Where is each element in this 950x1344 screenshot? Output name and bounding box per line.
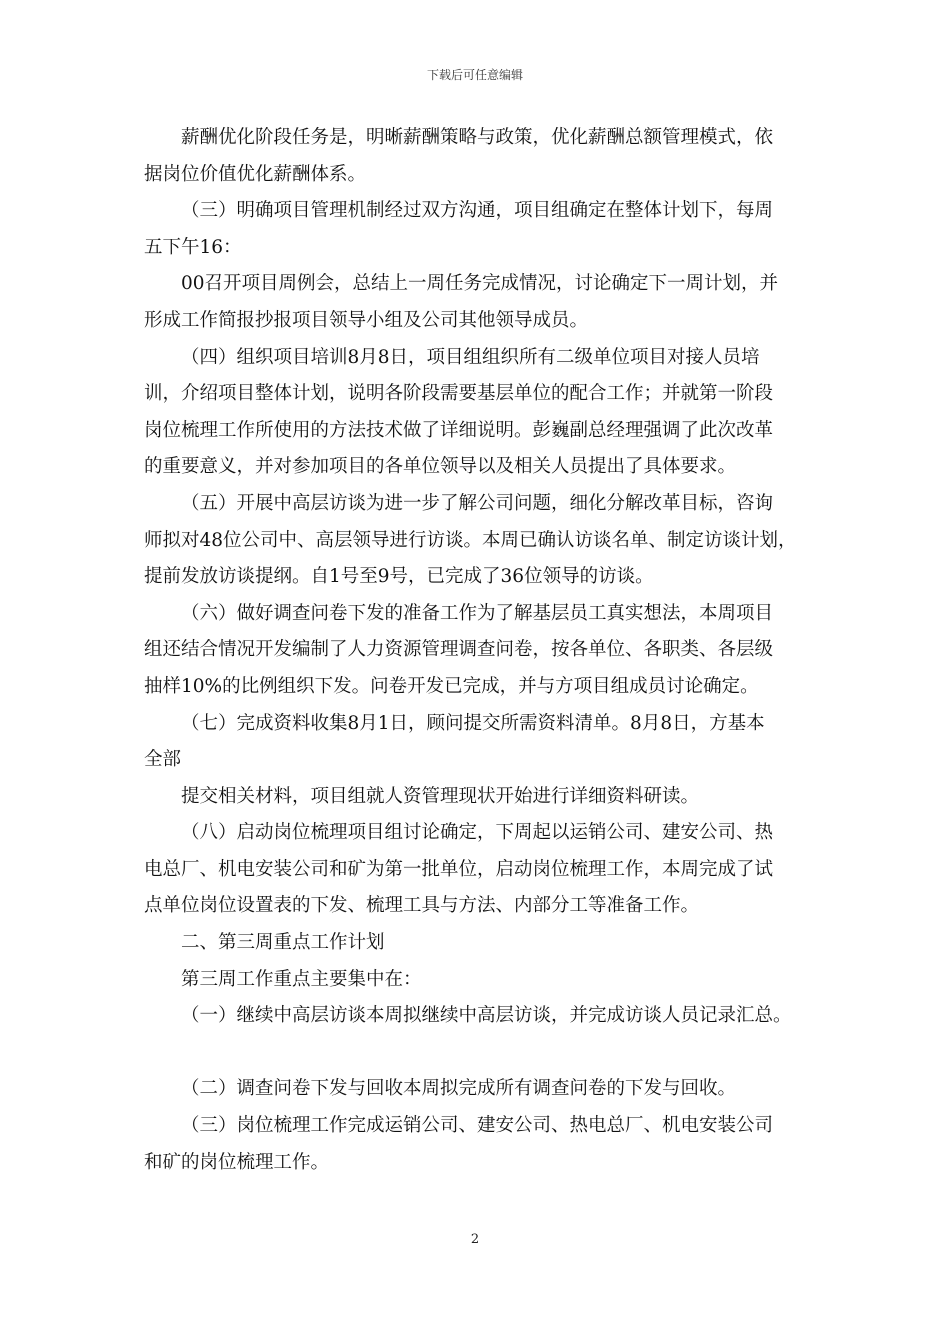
page-header: 下载后可任意编辑 — [426, 68, 523, 82]
text-line: 二、第三周重点工作计划 — [181, 932, 385, 954]
text-line: （二）调查问卷下发与回收本周拟完成所有调查问卷的下发与回收。 — [181, 1078, 737, 1100]
text-line: 第三周工作重点主要集中在： — [181, 968, 422, 990]
document-body — [144, 120, 810, 1181]
text-line: 五下午16： — [144, 236, 242, 258]
text-line: （五）开展中高层访谈为进一步了解公司问题，细化分解改革目标，咨询 — [181, 492, 774, 514]
text-line: 据岗位价值优化薪酬体系。 — [144, 163, 367, 185]
text-line: 电总厂、机电安装公司和矿为第一批单位，启动岗位梳理工作，本周完成了试 — [144, 858, 774, 880]
text-line: 师拟对48位公司中、高层领导进行访谈。本周已确认访谈名单、制定访谈计划， — [144, 529, 797, 551]
text-line: 00召开项目周例会，总结上一周任务完成情况，讨论确定下一周计划，并 — [181, 273, 779, 295]
text-line: 和矿的岗位梳理工作。 — [144, 1151, 330, 1173]
text-line: 提交相关材料，项目组就人资管理现状开始进行详细资料研读。 — [181, 785, 700, 807]
text-line: 岗位梳理工作所使用的方法技术做了详细说明。彭巍副总经理强调了此次改革 — [144, 419, 774, 441]
text-line — [144, 1035, 810, 1072]
text-line: 薪酬优化阶段任务是，明晰薪酬策略与政策，优化薪酬总额管理模式，依 — [181, 127, 774, 148]
text-line: 提前发放访谈提纲。自1号至9号，已完成了36位领导的访谈。 — [144, 566, 654, 588]
text-line: 训，介绍项目整体计划，说明各阶段需要基层单位的配合工作；并就第一阶段 — [144, 383, 774, 405]
text-line: 点单位岗位设置表的下发、梳理工具与方法、内部分工等准备工作。 — [144, 895, 700, 917]
text-line: （一）继续中高层访谈本周拟继续中高层访谈，并完成访谈人员记录汇总。 — [181, 1005, 792, 1027]
text-line: 抽样10%的比例组织下发。问卷开发已完成，并与方项目组成员讨论确定。 — [144, 675, 759, 697]
text-line: 形成工作简报抄报项目领导小组及公司其他领导成员。 — [144, 309, 589, 331]
page-number: 2 — [470, 1232, 480, 1247]
text-line: 全部 — [144, 749, 182, 771]
text-line: （三）岗位梳理工作完成运销公司、建安公司、热电总厂、机电安装公司 — [181, 1115, 774, 1137]
text-line: 组还结合情况开发编制了人力资源管理调查问卷，按各单位、各职类、各层级 — [144, 639, 774, 661]
text-line: （四）组织项目培训8月8日，项目组组织所有二级单位项目对接人员培 — [181, 346, 760, 368]
text-line: （三）明确项目管理机制经过双方沟通，项目组确定在整体计划下，每周 — [181, 200, 774, 222]
text-line: 的重要意义，并对参加项目的各单位领导以及相关人员提出了具体要求。 — [144, 456, 737, 478]
text-line: （八）启动岗位梳理项目组讨论确定，下周起以运销公司、建安公司、热 — [181, 822, 774, 844]
text-line: （七）完成资料收集8月1日，顾问提交所需资料清单。8月8日，方基本 — [181, 712, 765, 734]
text-line: （六）做好调查问卷下发的准备工作为了解基层员工真实想法，本周项目 — [181, 602, 774, 624]
